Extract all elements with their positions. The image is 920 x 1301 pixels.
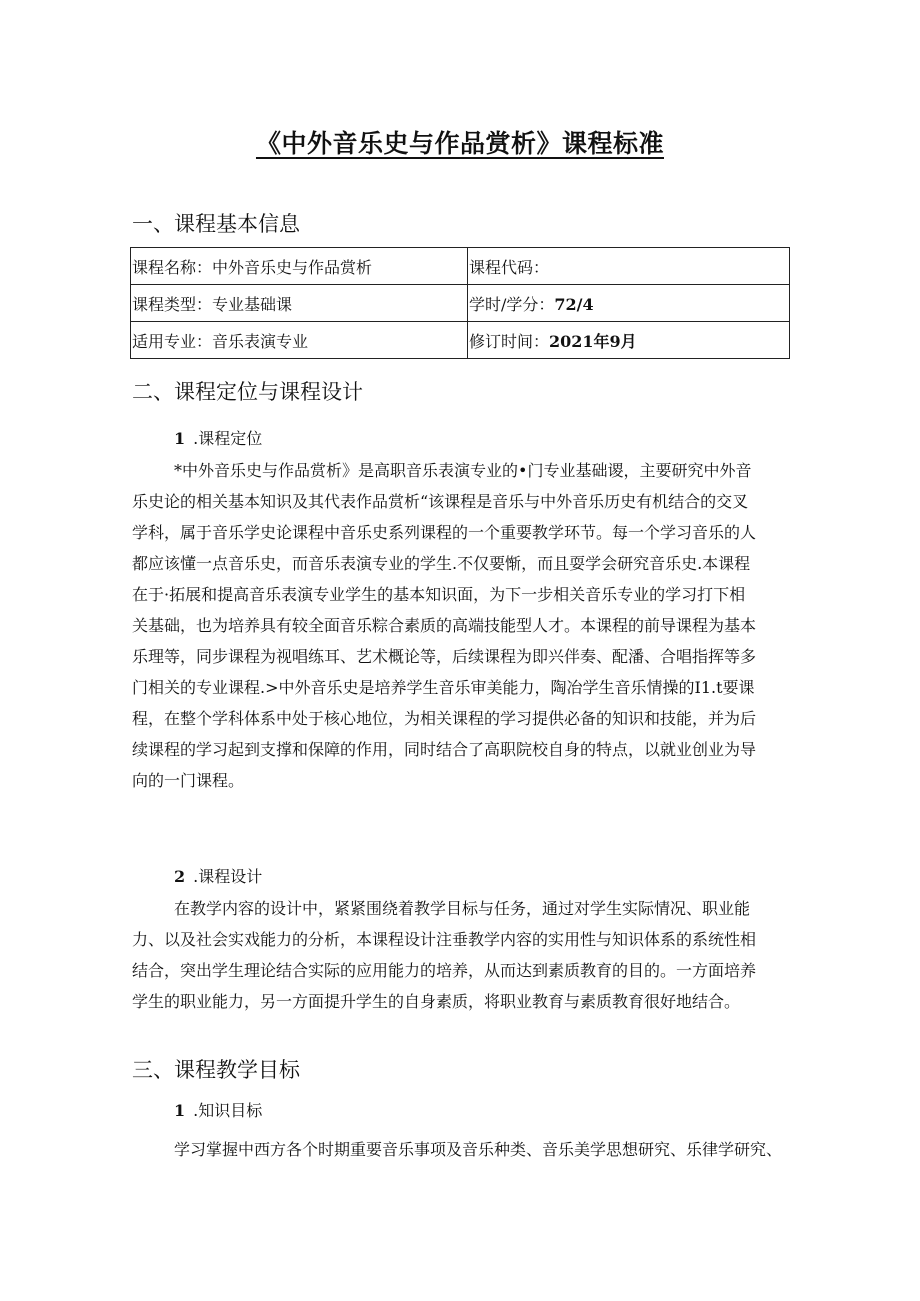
paragraph-line: 门相关的专业课程.>中外音乐史是培养学生音乐审美能力，陶冶学生音乐情操的I1.t要课 [132, 678, 755, 697]
table-row [131, 285, 790, 322]
cell-value: 2021年9月 [549, 331, 637, 351]
cell-label: 学时/学分： [469, 294, 555, 314]
paragraph-line: 学习掌握中西方各个时期重要音乐事项及音乐种类、音乐美学思想研究、乐律学研究、 [174, 1140, 783, 1159]
section-heading-basic-info: 一、课程基本信息 [132, 212, 300, 236]
subheading-text: .课程设计 [193, 867, 263, 886]
cell-value: 72/4 [554, 294, 594, 314]
subheading-text: .课程定位 [193, 429, 263, 448]
table-cell [468, 322, 790, 359]
paragraph-knowledge [132, 1134, 792, 1165]
paragraph-line: 学生的职业能力，另一方面提升学生的自身素质，将职业教育与素质教育很好地结合。 [132, 992, 741, 1011]
table-cell: 课程名称：中外音乐史与作品赏析 [131, 248, 468, 285]
table-cell [468, 248, 790, 285]
paragraph-line: 在教学内容的设计中，紧紧围绕着教学目标与任务，通过对学生实际情况、职业能 [174, 899, 751, 918]
paragraph-line: 续课程的学习起到支撑和保障的作用，同时结合了高职院校自身的特点，以就业创业为导 [132, 740, 757, 759]
paragraph-design [132, 893, 792, 1017]
paragraph-line: 学科，属于音乐学史论课程中音乐史系列课程的一个重要教学环节。每一个学习音乐的人 [132, 523, 757, 542]
paragraph-line: 乐史论的相关基本知识及其代表作品赏析“该课程是音乐与中外音乐历史有机结合的交叉 [132, 492, 749, 511]
subheading-number: 1 [174, 429, 186, 448]
table-cell: 适用专业：音乐表演专业 [131, 322, 468, 359]
paragraph-line: 关基础，也为培养具有较全面音乐粽合素质的高端技能型人才。本课程的前导课程为基本 [132, 616, 757, 635]
paragraph-positioning [132, 455, 792, 796]
paragraph-line: 向的一门课程。 [132, 771, 245, 790]
table-cell: 课程类型：专业基础课 [131, 285, 468, 322]
subheading-number: 1 [174, 1101, 186, 1120]
paragraph-line: 力、以及社会实戏能力的分析，本课程设计注垂教学内容的实用性与知识体系的系统性相 [132, 930, 757, 949]
paragraph-line: 都应该懂一点音乐史，而音乐表演专业的学生.不仅要惭，而且耍学会研究音乐史.本课程 [132, 554, 751, 573]
table-row [131, 248, 790, 285]
paragraph-line: *中外音乐史与作品赏析》是高职音乐表演专业的•门专业基础谡，主要研究中外音 [174, 461, 752, 480]
cell-label: 课程代码： [469, 257, 550, 277]
paragraph-line: 在于·拓展和提高音乐表演专业学生的基本知识面，为下一步相关音乐专业的学习打下相 [132, 585, 746, 604]
cell-label: 修订时间： [469, 331, 550, 351]
paragraph-line: 程，在整个学科体系中处于核心地位，为相关课程的学习提供必备的知识和技能，并为后 [132, 709, 757, 728]
document-title: 《中外音乐史与作品赏析》课程标准 [255, 129, 664, 158]
subheading-positioning [174, 426, 262, 449]
subheading-text: .知识目标 [193, 1101, 263, 1120]
subheading-knowledge [174, 1098, 262, 1121]
subheading-design [174, 864, 262, 887]
table-row [131, 322, 790, 359]
paragraph-line: 乐理等，同步课程为视唱练耳、艺术概论等，后续课程为即兴伴奏、配潘、合唱指挥等多 [132, 647, 757, 666]
paragraph-line: 结合，突出学生理论结合实际的应用能力的培养，从而达到素质教育的目的。一方面培养 [132, 961, 757, 980]
table-cell [468, 285, 790, 322]
section-heading-positioning: 二、课程定位与课程设计 [132, 380, 363, 404]
subheading-number: 2 [174, 867, 186, 886]
section-heading-objectives: 三、课程教学目标 [132, 1058, 300, 1082]
course-info-table [130, 247, 790, 359]
